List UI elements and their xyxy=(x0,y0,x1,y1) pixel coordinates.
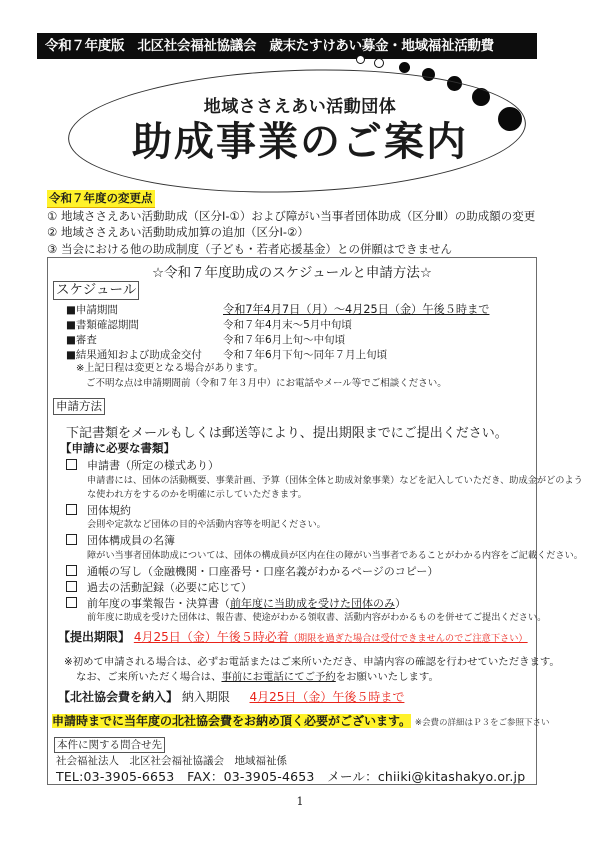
schedule-row-label: ■審査 xyxy=(66,334,97,346)
schedule-row-label: ■結果通知および助成金交付 xyxy=(66,349,202,361)
fee-row xyxy=(58,688,404,705)
subtitle: 地域ささえあい活動団体 xyxy=(203,97,397,117)
change-item: ① 地域ささえあい活動助成（区分Ⅰ-①）および障がい当事者団体助成（区分Ⅲ）の助成額の変更 xyxy=(47,208,536,223)
decorative-dot xyxy=(374,58,384,68)
fee-small-note: ※会費の詳細はＰ３をご参照下さい xyxy=(414,718,550,728)
fee-deadline-value: 4月25日（金）午後５時まで xyxy=(249,690,405,704)
deadline-row xyxy=(58,628,528,645)
change-item: ② 地域ささえあい活動助成加算の追加（区分Ⅰ-②） xyxy=(47,225,309,239)
fee-deadline-label: 納入期限 xyxy=(181,690,230,704)
doc-desc: 申請書には、団体の活動概要、事業計画、予算（団体全体と助成対象事業）などを記入していただき、助成金がどのよう xyxy=(87,475,583,486)
doc-desc: 会則や定款など団体の目的や活動内容等を明記ください。 xyxy=(87,519,326,530)
doc-item: 通帳の写し（金融機関・口座番号・口座名義がわかるページのコピー） xyxy=(66,564,438,579)
checkbox-icon xyxy=(66,534,77,545)
checkbox-icon xyxy=(66,565,77,576)
schedule-note: ※上記日程は変更となる場合があります。 xyxy=(76,363,264,374)
decorative-dot xyxy=(356,55,365,64)
change-item: ③ 当会における他の助成制度（子ども・若者応援基金）との併願はできません xyxy=(47,241,452,256)
schedule-row-label: ■申請期間 xyxy=(66,304,118,316)
first-time-note: ※初めて申請される場合は、必ずお電話またはご来所いただき、申請内容の確認を行わせていただきます。 なお、ご来所いただく場合は、事前にお電話にてご予約をお願いいたします。 xyxy=(64,656,560,683)
changes-title: 令和７年度の変更点 xyxy=(47,190,155,208)
doc-desc: 障がい当事者団体助成については、団体の構成員が区内在住の障がい当事者であることがわかる内容をご記載ください。 xyxy=(87,550,583,561)
application-label: 申請方法 xyxy=(53,398,105,415)
doc-item: 申請書（所定の様式あり） xyxy=(66,458,219,473)
doc-item: 前年度の事業報告・決算書（前年度に当助成を受けた団体のみ） xyxy=(66,596,406,611)
doc-desc: 前年度に助成を受けた団体は、報告書、使途がわかる領収書、活動内容がわかるものを併せてご提出ください。 xyxy=(87,612,547,623)
deadline-value: 4月25日（金）午後５時必着 xyxy=(133,630,289,644)
checkbox-icon xyxy=(66,459,77,470)
application-intro: 下記書類をメールもしくは郵送等により、提出期限までにご提出ください。 xyxy=(66,426,508,441)
doc-desc: な使われ方をするのかを明確に示していただきます。 xyxy=(87,489,307,500)
page-number: 1 xyxy=(296,795,304,808)
schedule-row-value: 令和７年6月下旬～同年７月上旬頃 xyxy=(223,349,388,361)
contact-line: TEL:03-3905-6653 FAX：03-3905-4653 メール：chiiki@kitashakyo.or.jp xyxy=(56,769,526,784)
schedule-note: ご不明な点は申請期間前（令和７年３月中）にお電話やメール等でご相談ください。 xyxy=(86,378,447,389)
checkbox-icon xyxy=(66,597,77,608)
page-title: 助成事業のご案内 xyxy=(132,119,468,165)
contact-org: 社会福祉法人 北区社会福祉協議会 地域福祉係 xyxy=(56,755,287,767)
schedule-row-value: 令和７年6月上旬～中旬頃 xyxy=(223,334,346,346)
doc-item: 過去の活動記録（必要に応じて） xyxy=(66,580,252,595)
fee-label: 【北社協会費を納入】 xyxy=(58,690,179,704)
box-title: ☆令和７年度助成のスケジュールと申請方法☆ xyxy=(152,265,432,281)
schedule-row-value: 令和７年4月末～5月中旬頃 xyxy=(223,319,352,331)
fee-notice-row xyxy=(52,712,550,729)
schedule-label: スケジュール xyxy=(53,281,139,300)
required-docs-heading: 【申請に必要な書類】 xyxy=(60,441,175,455)
header-bar: 令和７年度版 北区社会福祉協議会 歳末たすけあい募金・地域福祉活動費 xyxy=(37,33,537,59)
checkbox-icon xyxy=(66,504,77,515)
deadline-label: 【提出期限】 xyxy=(58,630,131,644)
deadline-note: （期限を過ぎた場合は受付できませんのでご注意下さい） xyxy=(288,633,528,644)
schedule-row-label: ■書類確認期間 xyxy=(66,319,139,331)
checkbox-icon xyxy=(66,581,77,592)
doc-item: 団体構成員の名簿 xyxy=(66,533,175,548)
changes-section xyxy=(47,190,547,257)
fee-notice: 申請時までに当年度の北社協会費をお納め頂く必要がございます。 xyxy=(52,714,412,728)
schedule-row-value: 令和7年4月7日（月）～4月25日（金）午後５時まで xyxy=(223,303,490,316)
decorative-dot xyxy=(399,62,410,73)
doc-item: 団体規約 xyxy=(66,503,131,518)
contact-label: 本件に関する問合せ先 xyxy=(54,737,165,753)
